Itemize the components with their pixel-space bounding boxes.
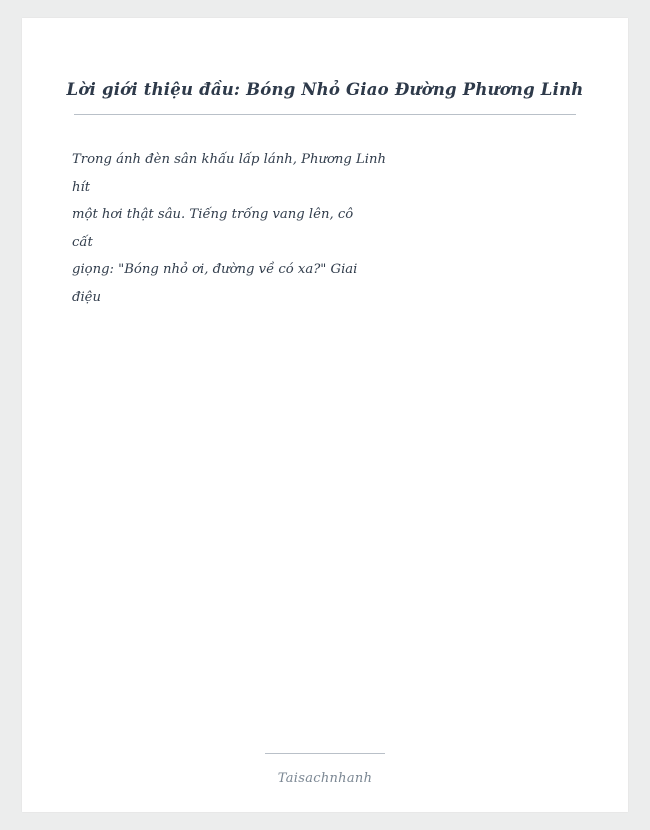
body-line: Trong ánh đèn sân khấu lấp lánh, Phương Linh (72, 152, 386, 167)
footer-divider (265, 753, 385, 754)
document-page (22, 18, 628, 812)
footer-watermark: Taisachnhanh (277, 771, 373, 786)
body-line: cất (72, 234, 93, 250)
document-page-inner (22, 18, 628, 812)
body-line: hít (72, 179, 91, 195)
body-line: một hơi thật sâu. Tiếng trống vang lên, cô (72, 207, 354, 222)
title-divider (74, 114, 576, 115)
page-title: Lời giới thiệu đầu: Bóng Nhỏ Giao Đường Phương Linh (66, 80, 584, 99)
body-line: điệu (72, 289, 101, 305)
body-line: giọng: "Bóng nhỏ ơi, đường về có xa?" Giai (72, 262, 358, 277)
document-body (72, 146, 572, 311)
